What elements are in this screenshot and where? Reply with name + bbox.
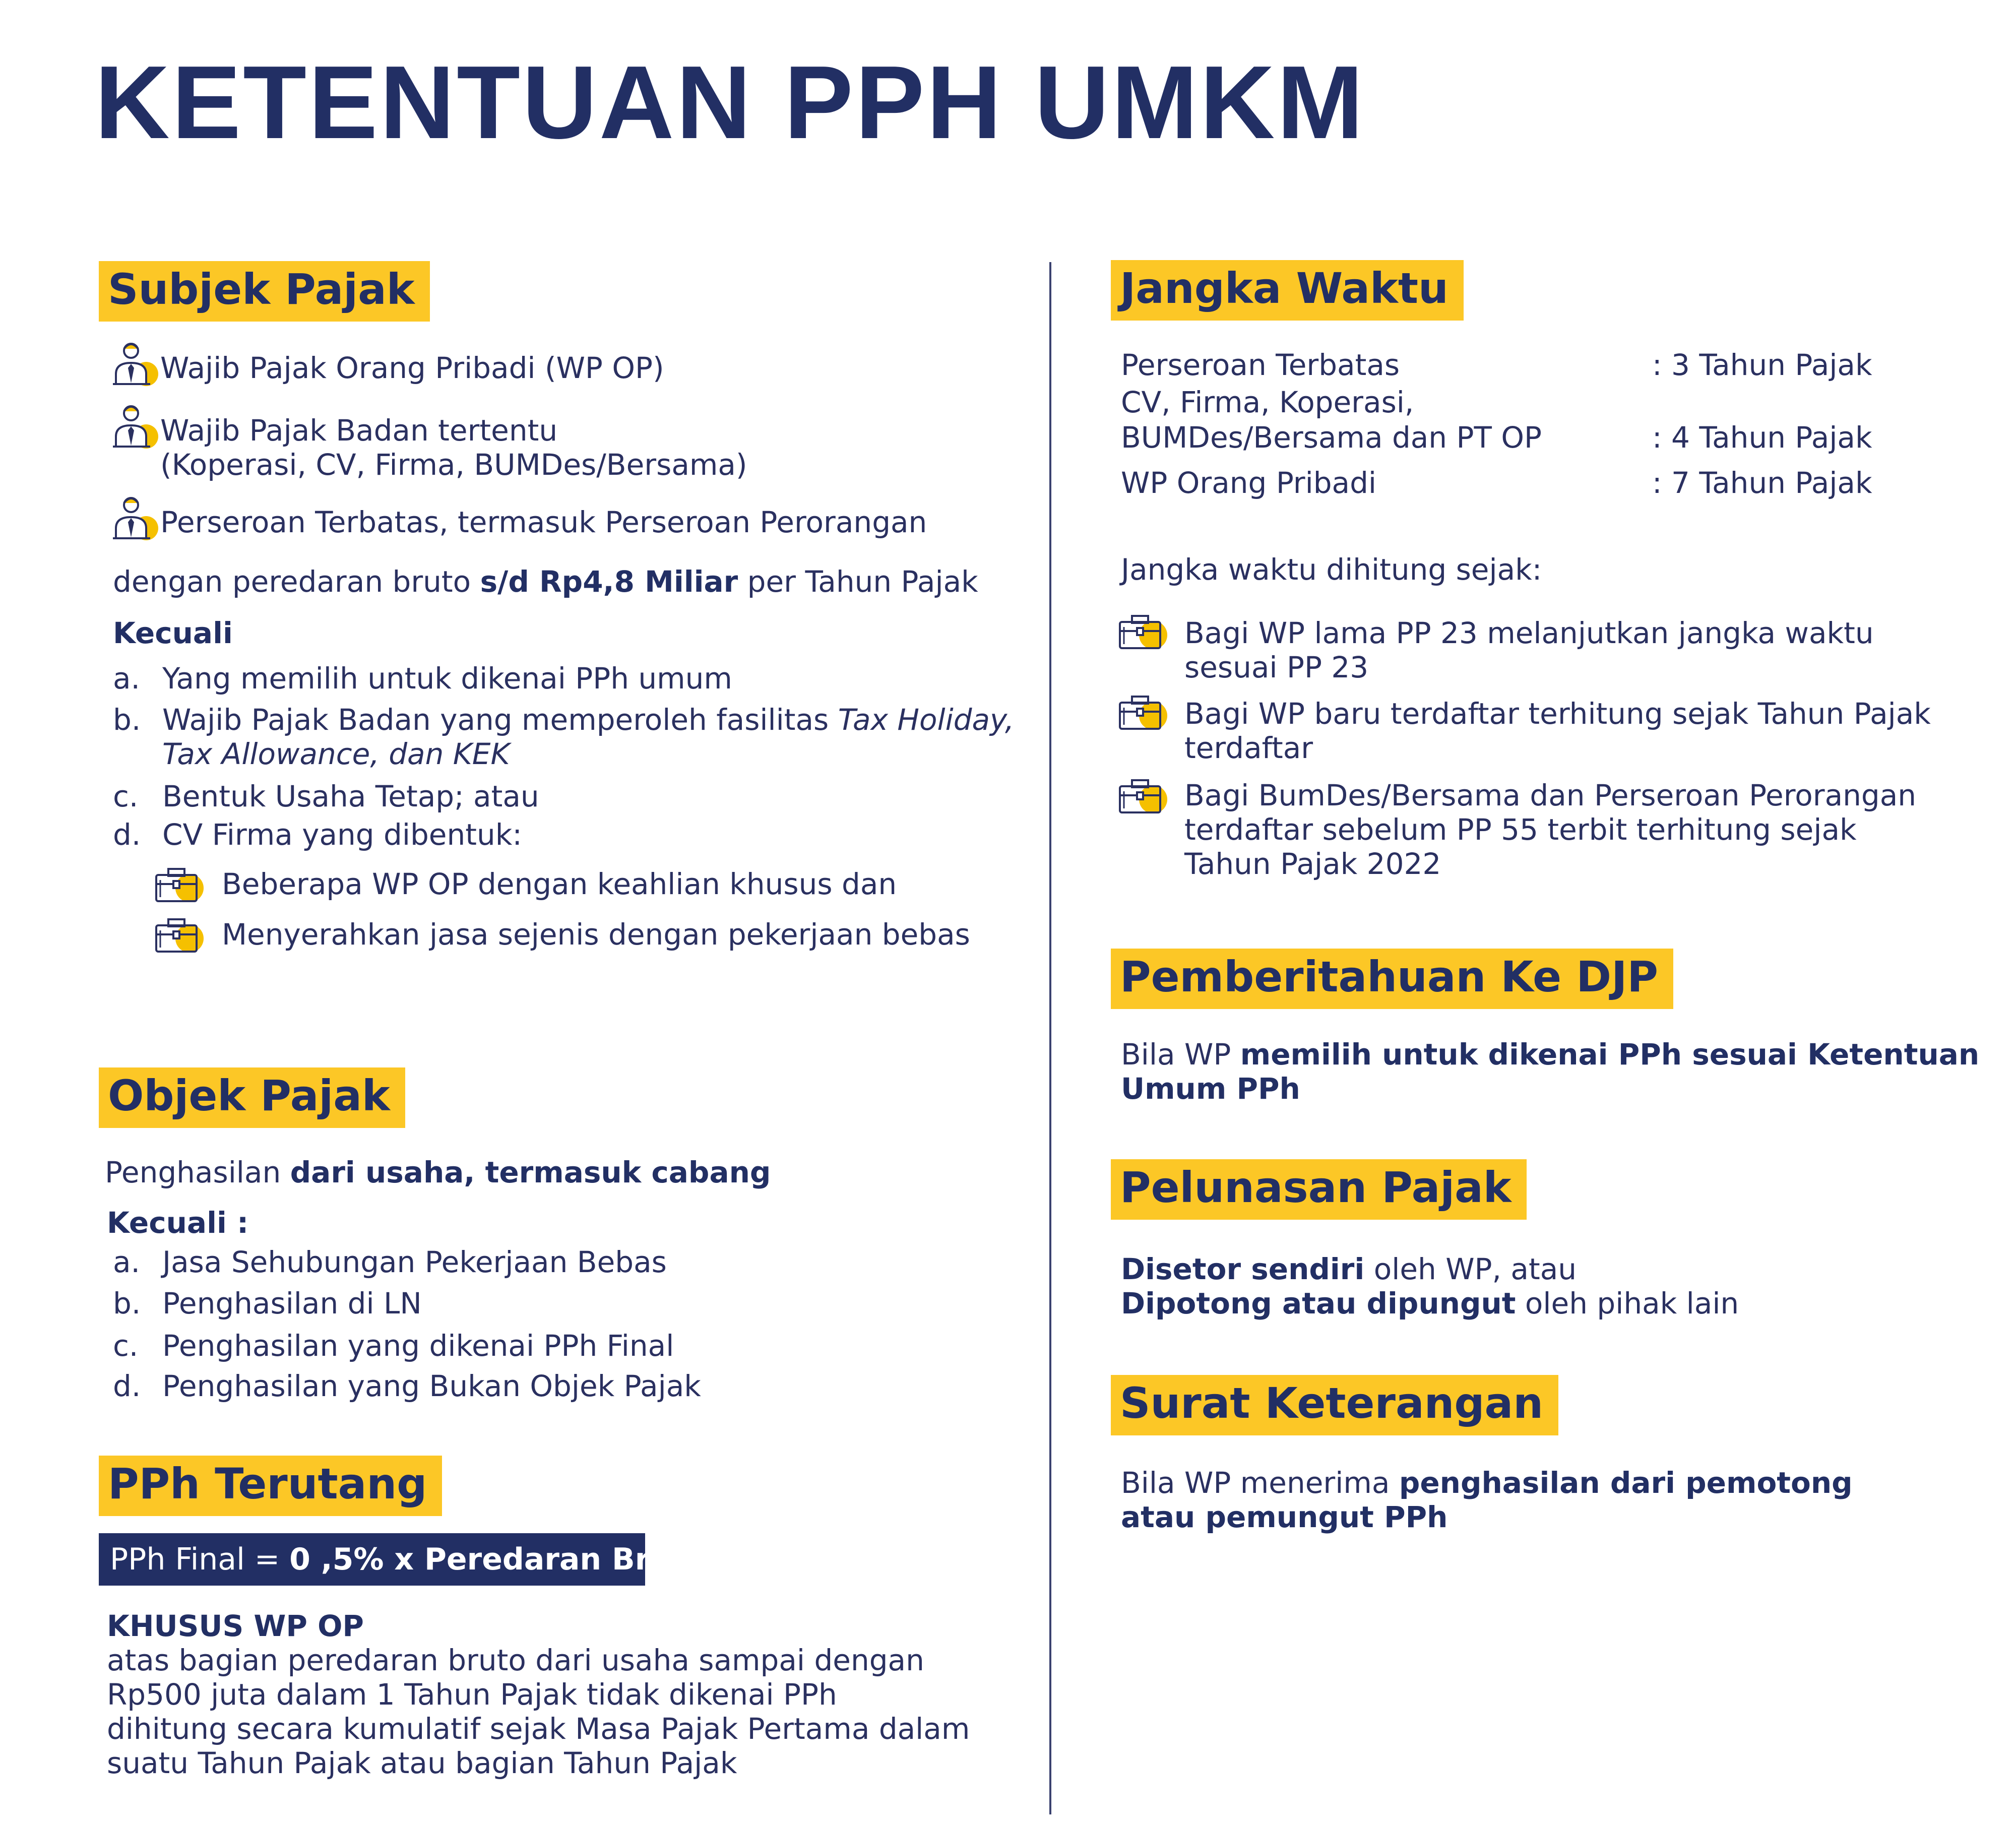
subjek-exception-c: Bentuk Usaha Tetap; atau <box>162 779 539 813</box>
subjek-item-2-line-2: (Koperasi, CV, Firma, BUMDes/Bersama) <box>160 448 747 482</box>
subjek-exception-a: Yang memilih untuk dikenai PPh umum <box>162 661 732 696</box>
objek-intro-pre: Penghasilan <box>105 1155 290 1189</box>
person-tie-icon <box>110 338 160 388</box>
peredaran-post: per Tahun Pajak <box>738 564 978 599</box>
surat-pre: Bila WP menerima <box>1121 1466 1399 1500</box>
list-marker: b. <box>113 703 141 737</box>
pemberitahuan-pre: Bila WP <box>1121 1037 1240 1072</box>
jangka-heading: Jangka Waktu <box>1111 260 1464 321</box>
list-marker: c. <box>113 1329 139 1363</box>
list-marker: a. <box>113 1245 140 1279</box>
terutang-heading: PPh Terutang <box>99 1456 442 1516</box>
subjek-exception-b-line-2: Tax Allowance, dan KEK <box>162 737 510 771</box>
pelunasan-heading: Pelunasan Pajak <box>1111 1159 1527 1220</box>
objek-intro <box>105 1155 771 1189</box>
exception-b-italic-1: Tax Holiday, <box>838 703 1015 737</box>
briefcase-icon <box>153 860 204 910</box>
jangka-item-2-line-1: Bagi WP baru terdaftar terhitung sejak Tahun Pajak <box>1184 697 1931 731</box>
page-title: KETENTUAN PPH UMKM <box>95 44 1366 160</box>
jangka-sejak-label: Jangka waktu dihitung sejak: <box>1121 552 1542 587</box>
jangka-row-1-label: Perseroan Terbatas <box>1121 348 1400 382</box>
pelunasan-bold-2: Dipotong atau dipungut <box>1121 1286 1516 1321</box>
briefcase-icon <box>1117 687 1167 738</box>
exception-b-pre: Wajib Pajak Badan yang memperoleh fasilitas <box>162 703 838 737</box>
list-marker: a. <box>113 661 140 696</box>
subjek-sub-item-2: Menyerahkan jasa sejenis dengan pekerjaan bebas <box>222 917 970 952</box>
peredaran-bold: s/d Rp4,8 Miliar <box>480 564 738 599</box>
khusus-line-3: dihitung secara kumulatif sejak Masa Pajak Pertama dalam <box>107 1712 970 1746</box>
formula-pre: PPh Final = <box>110 1542 290 1577</box>
jangka-row-2-label-1: CV, Firma, Koperasi, <box>1121 385 1414 419</box>
jangka-row-3-value: : 7 Tahun Pajak <box>1652 466 1872 500</box>
surat-line-2: atau pemungut PPh <box>1121 1500 1448 1534</box>
person-tie-icon <box>110 400 160 451</box>
jangka-row-3-label: WP Orang Pribadi <box>1121 466 1377 500</box>
khusus-line-1: atas bagian peredaran bruto dari usaha sampai dengan <box>107 1643 924 1677</box>
subjek-item-3: Perseroan Terbatas, termasuk Perseroan Perorangan <box>160 505 927 539</box>
list-marker: d. <box>113 1369 141 1403</box>
pelunasan-line-2 <box>1121 1286 1739 1321</box>
pemberitahuan-bold-1: memilih untuk dikenai PPh sesuai Ketentuan <box>1240 1037 1980 1072</box>
subjek-kecuali-label: Kecuali <box>113 616 233 650</box>
peredaran-text <box>113 564 978 599</box>
objek-exception-a: Jasa Sehubungan Pekerjaan Bebas <box>162 1245 667 1279</box>
pemberitahuan-line-2: Umum PPh <box>1121 1072 1300 1106</box>
formula-bold: 0 ,5% x Peredaran Bruto <box>289 1542 707 1577</box>
subjek-heading: Subjek Pajak <box>99 261 430 322</box>
jangka-item-3-line-3: Tahun Pajak 2022 <box>1184 847 1441 881</box>
subjek-exception-d: CV Firma yang dibentuk: <box>162 818 522 852</box>
jangka-item-1-line-1: Bagi WP lama PP 23 melanjutkan jangka waktu <box>1184 616 1874 650</box>
pelunasan-bold-1: Disetor sendiri <box>1121 1252 1365 1286</box>
objek-exception-b: Penghasilan di LN <box>162 1286 422 1321</box>
jangka-row-2-value: : 4 Tahun Pajak <box>1652 420 1872 455</box>
column-divider <box>1049 262 1051 1814</box>
pemberitahuan-heading: Pemberitahuan Ke DJP <box>1111 949 1673 1009</box>
pelunasan-rest-2: oleh pihak lain <box>1516 1286 1739 1321</box>
surat-bold-1: penghasilan dari pemotong <box>1399 1466 1853 1500</box>
surat-heading: Surat Keterangan <box>1111 1375 1558 1435</box>
surat-line-1 <box>1121 1466 1853 1500</box>
subjek-sub-item-1: Beberapa WP OP dengan keahlian khusus dan <box>222 867 897 901</box>
list-marker: b. <box>113 1286 141 1321</box>
jangka-row-1-value: : 3 Tahun Pajak <box>1652 348 1872 382</box>
briefcase-icon <box>1117 771 1167 822</box>
pemberitahuan-line-1 <box>1121 1037 1979 1072</box>
jangka-item-3-line-2: terdaftar sebelum PP 55 terbit terhitung sejak <box>1184 812 1857 847</box>
peredaran-pre: dengan peredaran bruto <box>113 564 480 599</box>
briefcase-icon <box>1117 607 1167 657</box>
subjek-item-2-line-1: Wajib Pajak Badan tertentu <box>160 413 558 448</box>
list-marker: d. <box>113 818 141 852</box>
list-marker: c. <box>113 779 139 813</box>
jangka-item-2-line-2: terdaftar <box>1184 731 1313 765</box>
objek-kecuali-label: Kecuali : <box>107 1206 249 1240</box>
formula-box <box>99 1533 707 1586</box>
khusus-line-4: suatu Tahun Pajak atau bagian Tahun Pajak <box>107 1746 737 1780</box>
jangka-item-1-line-2: sesuai PP 23 <box>1184 650 1369 684</box>
khusus-label: KHUSUS WP OP <box>107 1609 364 1643</box>
subjek-exception-b <box>162 703 1014 737</box>
objek-exception-c: Penghasilan yang dikenai PPh Final <box>162 1329 674 1363</box>
pelunasan-rest-1: oleh WP, atau <box>1364 1252 1577 1286</box>
objek-intro-bold: dari usaha, termasuk cabang <box>290 1155 771 1189</box>
subjek-item-1: Wajib Pajak Orang Pribadi (WP OP) <box>160 351 664 385</box>
khusus-line-2: Rp500 juta dalam 1 Tahun Pajak tidak dikenai PPh <box>107 1677 837 1712</box>
briefcase-icon <box>153 910 204 961</box>
jangka-row-2-label-2: BUMDes/Bersama dan PT OP <box>1121 420 1542 455</box>
jangka-item-3-line-1: Bagi BumDes/Bersama dan Perseroan Perorangan <box>1184 778 1917 812</box>
objek-exception-d: Penghasilan yang Bukan Objek Pajak <box>162 1369 701 1403</box>
pelunasan-line-1 <box>1121 1252 1577 1286</box>
person-tie-icon <box>110 492 160 542</box>
objek-heading: Objek Pajak <box>99 1067 405 1128</box>
